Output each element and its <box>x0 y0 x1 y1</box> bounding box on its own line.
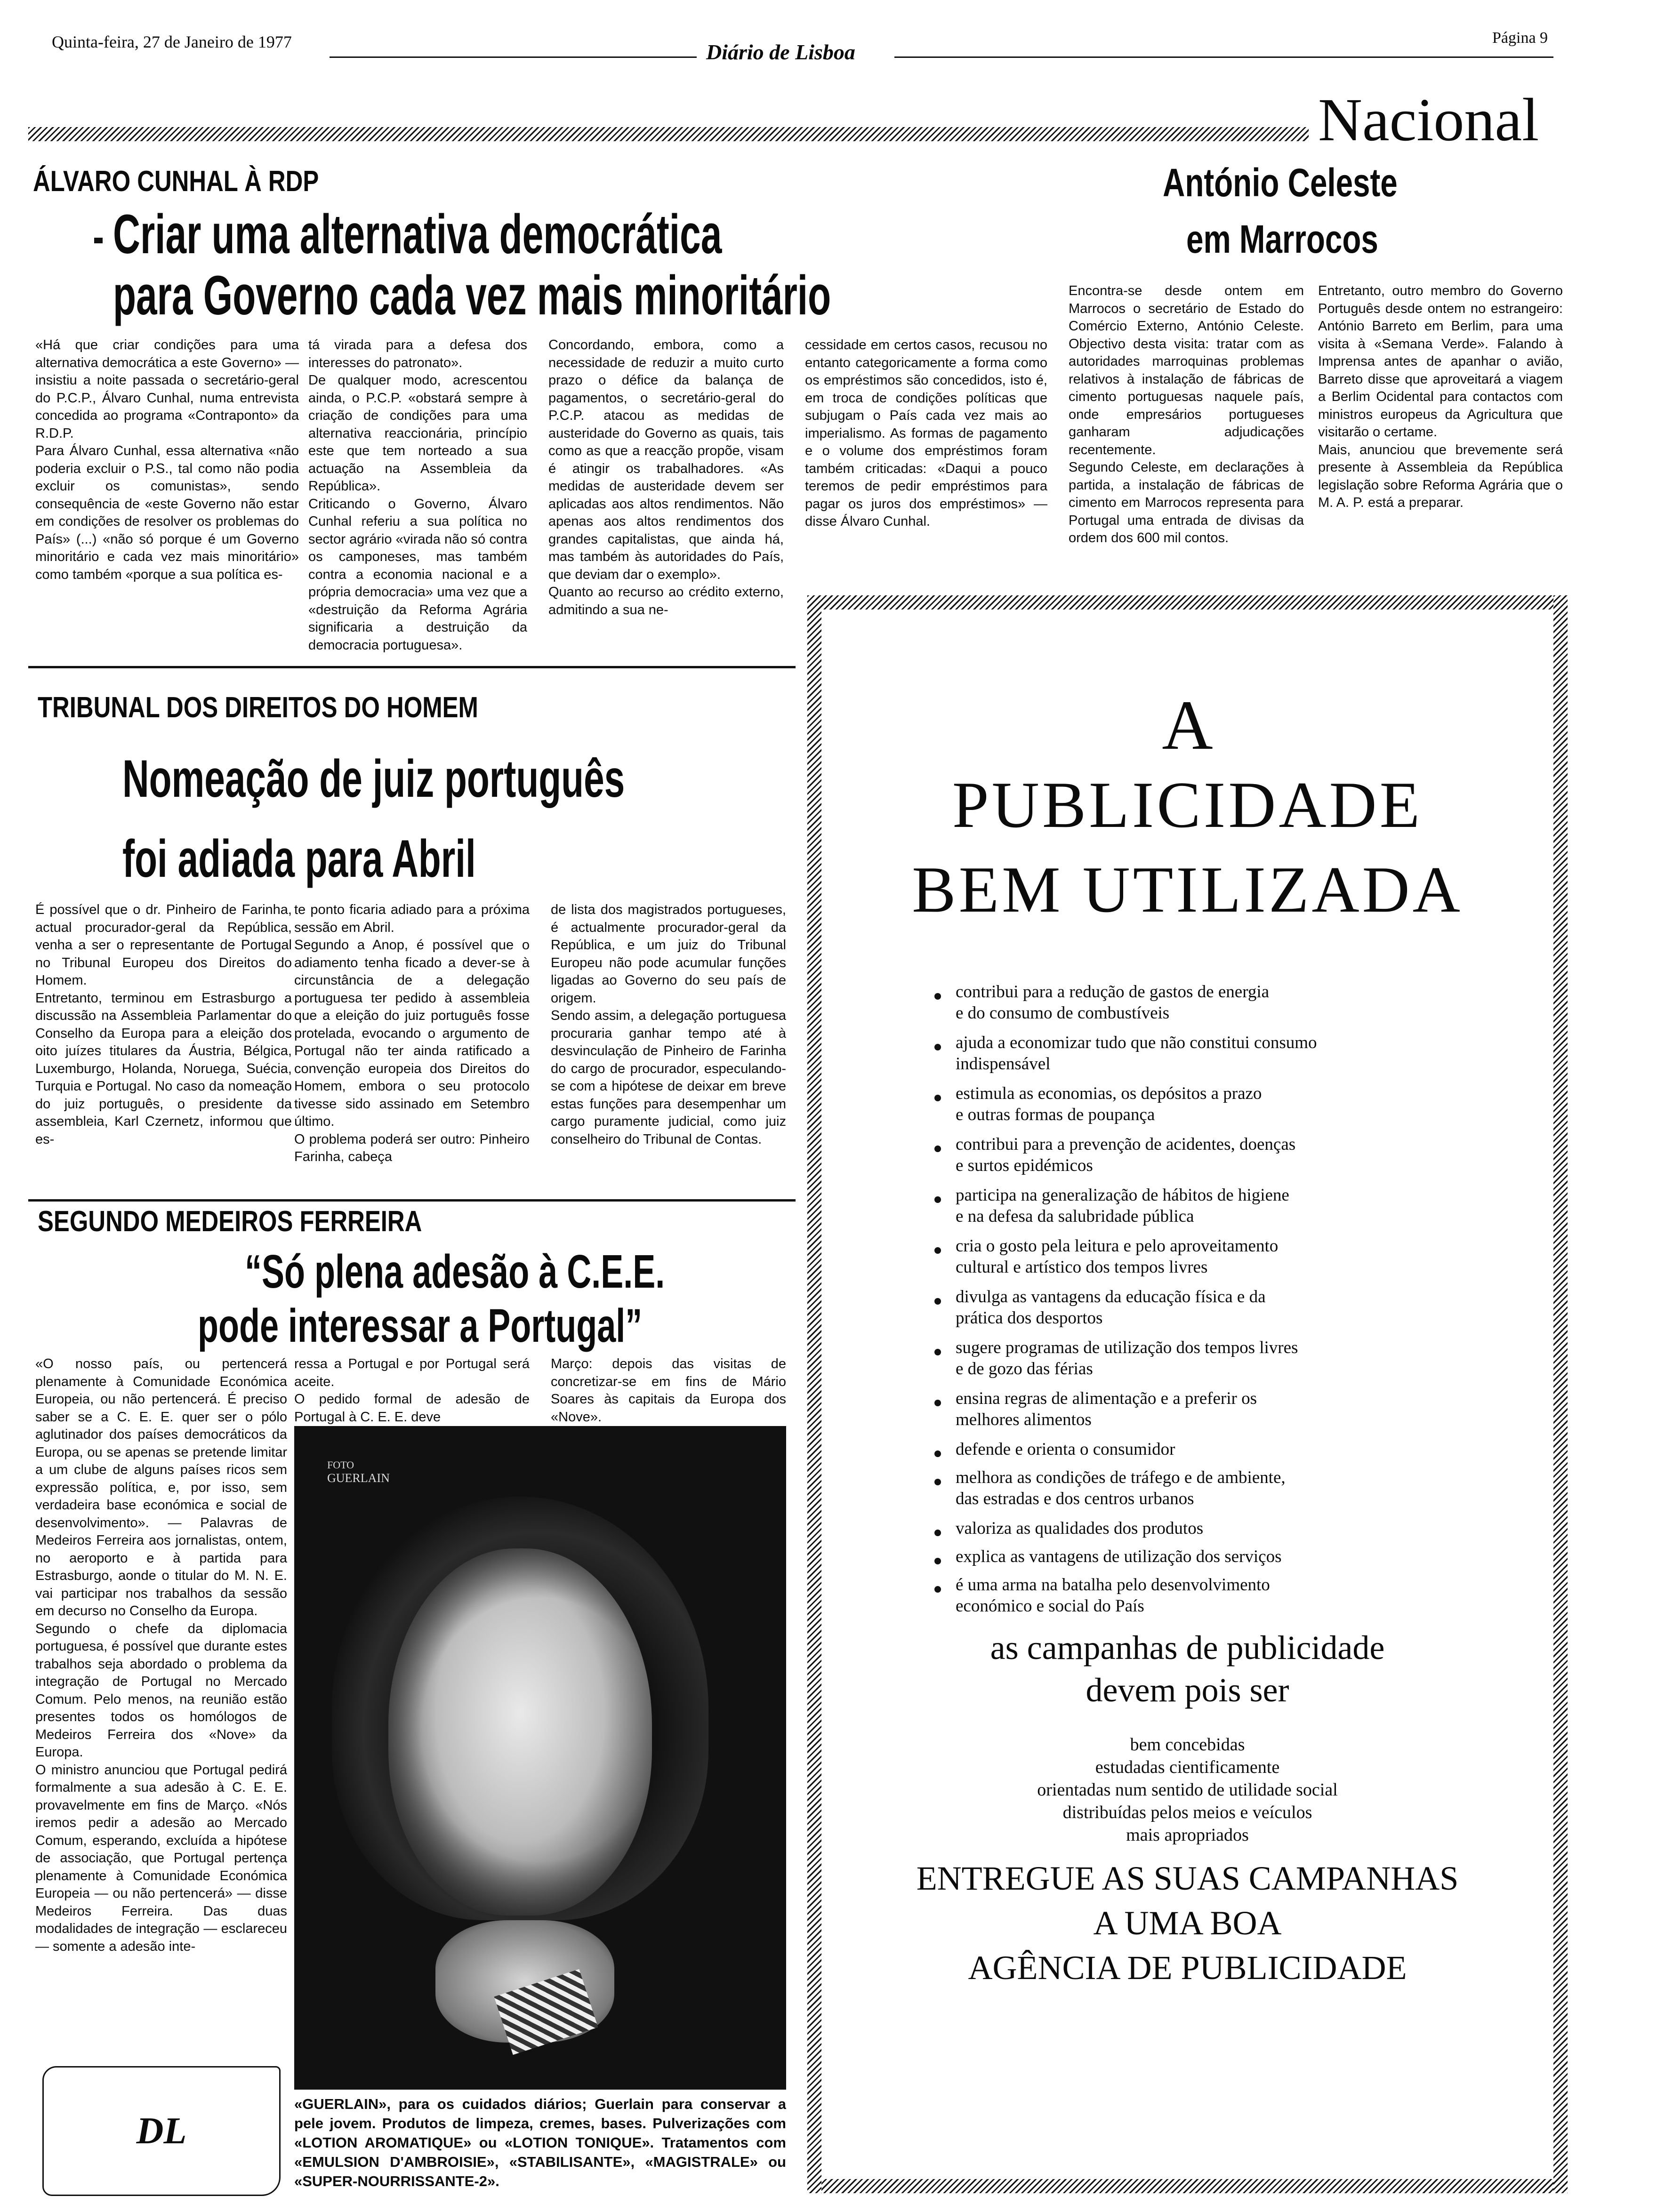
ad-bullet-dot <box>934 1530 941 1536</box>
section-hatch-bar <box>28 127 1309 141</box>
ad-bullet-3: estimula as economias, os depósitos a prazo e outras formas de poupança <box>956 1084 1262 1124</box>
ad-small-2: estudadas cientificamente <box>1095 1757 1280 1777</box>
ad-bullet-11: melhora as condições de tráfego e de ambiente, das estradas e dos centros urbanos <box>956 1468 1286 1508</box>
tribunal-col-2: te ponto ficaria adiado para a próxima sessão em Abril. Segundo a Anop, é possível que o adiamento tenha ficado a dever-se à circunstância de a delegação portuguesa ter pedido à assembleia que a eleição do juiz português fosse protelada, evocando o argumento de Portugal não ter ainda ratificado a convenção europeia dos Direitos do Homem, embora o seu protocolo tivesse sido assinado em Setembro último. O problema poderá ser outro: Pinheiro Farinha, cabeça <box>294 902 530 1164</box>
masthead: Diário de Lisboa <box>706 40 855 64</box>
ad-bullet-dot <box>934 1400 941 1406</box>
cee-col-2: ressa a Portugal e por Portugal será aceite. O pedido formal de adesão de Portugal à C. E. E. deve <box>294 1356 530 1425</box>
cartoon-label: DL <box>136 2110 187 2152</box>
cee-col-3: Março: depois das visitas de concretizar-se em fins de Mário Soares às capitais da Europa dos «Nove». <box>551 1356 786 1425</box>
cee-headline-2: pode interessar a Portugal” <box>198 1299 643 1352</box>
celeste-headline-1: António Celeste <box>1163 160 1398 205</box>
ad-bullet-2: ajuda a economizar tudo que não constitui consumo indispensável <box>956 1033 1317 1074</box>
header-rule-left <box>330 56 697 58</box>
ad-bullet-1: contribui para a redução de gastos de energia e do consumo de combustíveis <box>956 982 1270 1023</box>
ad-line-publicidade: PUBLICIDADE <box>952 769 1423 842</box>
cunhal-col-3: Concordando, embora, como a necessidade de reduzir a muito curto prazo o défice da balança de pagamentos, o secretário-geral do P.C.P. atacou as medidas de austeridade do Governo as quais, tais como as que a reacção propõe, visam é atingir os trabalhadores. «As medidas de austeridade devem ser aplicadas aos altos rendimentos. Não apenas aos altos rendimentos dos grandes capitalistas, que ainda há, mas também às autoridades do País, que deviam dar o exemplo». Quanto ao recurso ao crédito externo, admitindo a sua ne- <box>548 337 784 617</box>
ad-bullet-6: cria o gosto pela leitura e pelo aproveitamento cultural e artístico dos tempos livres <box>956 1236 1279 1277</box>
ad-bullet-dot <box>934 1298 941 1305</box>
cee-col-1: «O nosso país, ou pertencerá plenamente à Comunidade Económica Europeia, ou não pertencerá. É preciso saber se a C. E. E. quer ser o pólo aglutinador dos países democráticos da Europa, ou se apenas se pretende limitar a um clube de alguns países ricos sem expressão política, e, por isso, sem verdadeira base económica e social de desenvolvimento». — Palavras de Medeiros Ferreira aos jornalistas, ontem, no aeroporto e à partida para Estrasburgo, aonde o titular do M. N. E. vai participar nos trabalhos da sessão em decurso no Conselho da Europa. Segundo o chefe da diplomacia portuguesa, é possível que durante estes trabalhos seja abordado o problema da integração de Portugal no Mercado Comum. Pelo menos, na reunião estão presentes todos os homólogos de Medeiros Ferreira dos «Nove» da Europa. O ministro anunciou que Portugal pedirá formalmente a sua adesão à C. E. E. provavelmente em fins de Março. «Nós iremos pedir a adesão ao Mercado Comum, esperando, excluída a hipótese de associação, que Portugal pertença plenamente à Comunidade Económica Europeia — ou não pertencerá» — disse Medeiros Ferreira. Das duas modalidades de integração — esclareceu — somente a adesão inte- <box>35 1356 287 1954</box>
ad-bullet-8: sugere programas de utilização dos tempos livres e de gozo das férias <box>956 1338 1298 1378</box>
cunhal-col-2: tá virada para a defesa dos interesses do patronato». De qualquer modo, acrescentou ainda, o P.C.P. «obstará sempre à criação de condições para uma alternativa reaccionária, princípio este que tem norteado a sua actuação na Assembleia da República». Criticando o Governo, Álvaro Cunhal referiu a sua política no sector agrário «virada não só contra os camponeses, mas também contra a economia nacional e a própria democracia» uma vez que a «destruição da Reforma Agrária significaria a destruição da democracia portuguesa». <box>308 337 527 653</box>
tribunal-headline-2: foi adiada para Abril <box>122 829 476 888</box>
ad-bullet-7: divulga as vantagens da educação física e da prática dos desportos <box>956 1287 1266 1328</box>
header-rule-right <box>894 56 1553 58</box>
ad-bullet-5: participa na generalização de hábitos de higiene e na defesa da salubridade pública <box>956 1186 1289 1226</box>
ad-final-1: ENTREGUE AS SUAS CAMPANHAS <box>916 1859 1459 1897</box>
bullet-marker <box>94 238 103 243</box>
cunhal-headline-1: Criar uma alternativa democrática <box>113 203 722 265</box>
cee-kicker: SEGUNDO MEDEIROS FERREIRA <box>38 1205 422 1238</box>
cunhal-col-4: cessidade em certos casos, recusou no entanto categoricamente a forma como os empréstimos são concedidos, isto é, em troca de condições políticas que subjugam o País cada vez mais ao imperialismo. As formas de pagamento e o volume dos empréstimos foram também criticadas: «Daqui a pouco teremos de pedir empréstimos para pagar os juros dos empréstimos» — disse Álvaro Cunhal. <box>805 337 1047 529</box>
photo-credit-2: GUERLAIN <box>327 1471 390 1485</box>
ad-bullet-dot <box>934 1146 941 1152</box>
cunhal-col-1: «Há que criar condições para uma alternativa democrática a este Governo» — insistiu a noite passada o secretário-geral do P.C.P., Álvaro Cunhal, numa entrevista concedida ao programa «Contraponto» da R.D.P. Para Álvaro Cunhal, essa alternativa «não poderia excluir o P.S., tal como não podia excluir os comunistas», sendo consequência de «este Governo não estar em condições de resolver os problemas do País» (...) «não só porque é um Governo minoritário e cada vez mais minoritário» como também «porque a sua política es- <box>35 337 299 582</box>
celeste-col-1: Encontra-se desde ontem em Marrocos o secretário de Estado do Comércio Externo, António Celeste. Objectivo desta visita: tratar com as autoridades marroquinas problemas relativos à instalação de fábricas de cimento portuguesas naquele país, onde empresários portugueses ganharam adjudicações recentemente. Segundo Celeste, em declarações à partida, a instalação de fábricas de cimento em Marrocos representa para Portugal uma entrada de divisas da ordem dos 600 mil contos. <box>1069 283 1304 545</box>
ad-bullet-dot <box>934 1247 941 1254</box>
divider-art1 <box>28 666 796 668</box>
celeste-col-2: Entretanto, outro membro do Governo Português desde ontem no estrangeiro: António Barreto em Berlim, para uma visita à «Semana Verde». Falando à Imprensa antes de apanhar o avião, Barreto disse que aproveitará a viagem a Berlim Ocidental para contactos com ministros europeus da Agricultura que visitarão o certame. Mais, anunciou que brevemente será presente à Assembleia da República legislação sobre Reforma Agrária que o M. A. P. está a preparar. <box>1318 283 1563 510</box>
ad-bullet-dot <box>934 1044 941 1050</box>
ad-small-3: orientadas num sentido de utilidade social <box>1037 1780 1338 1800</box>
ad-small-5: mais apropriados <box>1126 1825 1249 1845</box>
cee-headline-1: “Só plena adesão à C.E.E. <box>245 1245 665 1298</box>
ad-line-bem-utilizada: BEM UTILIZADA <box>912 853 1463 926</box>
cartoon <box>42 2066 281 2196</box>
tribunal-headline-1: Nomeação de juiz português <box>122 749 625 808</box>
cunhal-kicker: ÁLVARO CUNHAL À RDP <box>33 165 319 198</box>
ad-border-left <box>807 595 821 2193</box>
ad-bullet-9: ensina regras de alimentação e a preferir os melhores alimentos <box>956 1389 1257 1429</box>
ad-mid-1: as campanhas de publicidade <box>990 1629 1385 1667</box>
ad-bullet-dot <box>934 1586 941 1593</box>
photo-hair <box>332 1497 708 1920</box>
ad-border-top <box>807 595 1568 609</box>
ad-line-a: A <box>1162 686 1213 764</box>
ad-bullet-dot <box>934 1558 941 1564</box>
page-number: Página 9 <box>1492 29 1548 47</box>
ad-mid-2: devem pois ser <box>1086 1671 1289 1709</box>
ad-bullet-14: é uma arma na batalha pelo desenvolvimento económico e social do País <box>956 1575 1270 1616</box>
ad-bullet-4: contribui para a prevenção de acidentes, doenças e surtos epidémicos <box>956 1135 1296 1175</box>
ad-border-bottom <box>807 2179 1568 2193</box>
photo-credit-1: FOTO <box>327 1459 354 1471</box>
ad-bullet-dot <box>934 1196 941 1203</box>
cunhal-headline-2: para Governo cada vez mais minoritário <box>113 264 831 327</box>
celeste-headline-2: em Marrocos <box>1186 217 1378 261</box>
tribunal-kicker: TRIBUNAL DOS DIREITOS DO HOMEM <box>38 691 478 724</box>
ad-bullet-dot <box>934 1349 941 1355</box>
ad-final-2: A UMA BOA <box>1093 1904 1282 1942</box>
ad-final-3: AGÊNCIA DE PUBLICIDADE <box>968 1949 1407 1987</box>
ad-bullet-dot <box>934 993 941 1000</box>
ad-bullet-13: explica as vantagens de utilização dos serviços <box>956 1547 1282 1566</box>
ad-bullet-dot <box>934 1095 941 1101</box>
ad-bullet-12: valoriza as qualidades dos produtos <box>956 1519 1204 1538</box>
guerlain-caption: «GUERLAIN», para os cuidados diários; Guerlain para conservar a pele jovem. Produtos de limpeza, cremes, bases. Pulverizações com «LOTION AROMATIQUE» ou «LOTION TONIQUE». Tratamentos com «EMULSION D'AMBROISIE», «STABILISANTE», «MAGISTRALE» ou «SUPER-NOURRISSANTE-2». <box>294 2096 786 2189</box>
ad-bullet-dot <box>934 1479 941 1485</box>
section-title: Nacional <box>1318 86 1539 154</box>
ad-small-1: bem concebidas <box>1130 1735 1245 1755</box>
issue-date: Quinta-feira, 27 de Janeiro de 1977 <box>52 32 292 51</box>
tribunal-col-1: É possível que o dr. Pinheiro de Farinha, actual procurador-geral da República, venha a ser o representante de Portugal no Tribunal Europeu dos Direitos do Homem. Entretanto, terminou em Estrasburgo a discussão na Assembleia Parlamentar do Conselho da Europa para a eleição dos oito juízes titulares da Áustria, Bélgica, Luxemburgo, Holanda, Noruega, Suécia, Turquia e Portugal. No caso da nomeação do juiz português, o presidente da assembleia, Karl Czernetz, informou que es- <box>35 902 292 1147</box>
guerlain-photo <box>294 1426 786 2090</box>
ad-bullet-dot <box>934 1451 941 1457</box>
ad-border-right <box>1553 595 1568 2193</box>
divider-art3 <box>28 1199 796 1202</box>
ad-bullet-10: defende e orienta o consumidor <box>956 1440 1175 1459</box>
tribunal-col-3: de lista dos magistrados portugueses, é actualmente procurador-geral da República, e um juiz do Tribunal Europeu não pode acumular funções ligadas ao Governo do seu país de origem. Sendo assim, a delegação portuguesa procuraria ganhar tempo até à desvinculação de Pinheiro de Farinha do cargo de procurador, especulando-se com a hipótese de deixar em breve estas funções para desempenhar um cargo puramente judicial, como juiz conselheiro do Tribunal de Contas. <box>551 902 786 1147</box>
ad-small-4: distribuídas pelos meios e veículos <box>1062 1803 1312 1822</box>
